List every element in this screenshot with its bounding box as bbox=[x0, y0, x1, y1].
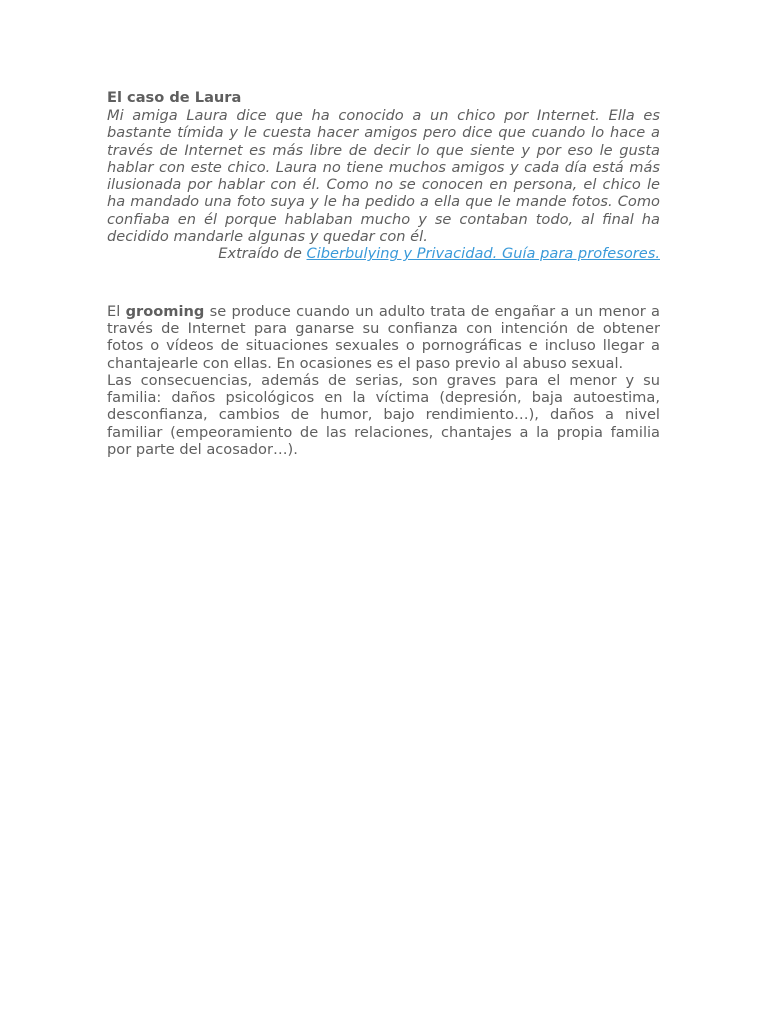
source-prefix: Extraído de bbox=[218, 245, 307, 263]
grooming-definition-text: se produce cuando un adulto trata de engañar a un menor a través de Internet para ganarse su confianza con intención de obtener fotos o vídeos de situaciones sexuales o pornográficas e incluso llegar a chantajearle con ellas. En ocasiones es el paso previo al abuso sexual. bbox=[107, 302, 660, 372]
grooming-consequences: Las consecuencias, además de serias, son graves para el menor y su familia: daños psicológicos en la víctima (depresión, baja autoestima, desconfianza, cambios de humor, bajo rendimiento…), daños a nivel familiar (empeoramiento de las relaciones, chantajes a la propia familia por parte del acosador…). bbox=[107, 371, 660, 459]
grooming-lead: El bbox=[107, 302, 126, 320]
case-title: El caso de Laura bbox=[107, 89, 242, 106]
source-line bbox=[107, 245, 660, 262]
case-quote: Mi amiga Laura dice que ha conocido a un chico por Internet. Ella es bastante tímida y le cuesta hacer amigos pero dice que cuando lo hace a través de Internet es más libre de decir lo que siente y por eso le gusta hablar con este chico. Laura no tiene muchos amigos y cada día está más ilusionada por hablar con él. Como no se conocen en persona, el chico le ha mandado una foto suya y le ha pedido a ella que le mande fotos. Como confiaba en él porque hablaban mucho y se contaban todo, al final ha decidido mandarle algunas y quedar con él. bbox=[107, 107, 660, 246]
document-page bbox=[107, 89, 660, 458]
grooming-term: grooming bbox=[125, 302, 205, 320]
section-spacer bbox=[107, 263, 660, 303]
source-link[interactable]: Ciberbulying y Privacidad. Guía para profesores. bbox=[306, 245, 660, 263]
grooming-definition bbox=[107, 303, 660, 372]
